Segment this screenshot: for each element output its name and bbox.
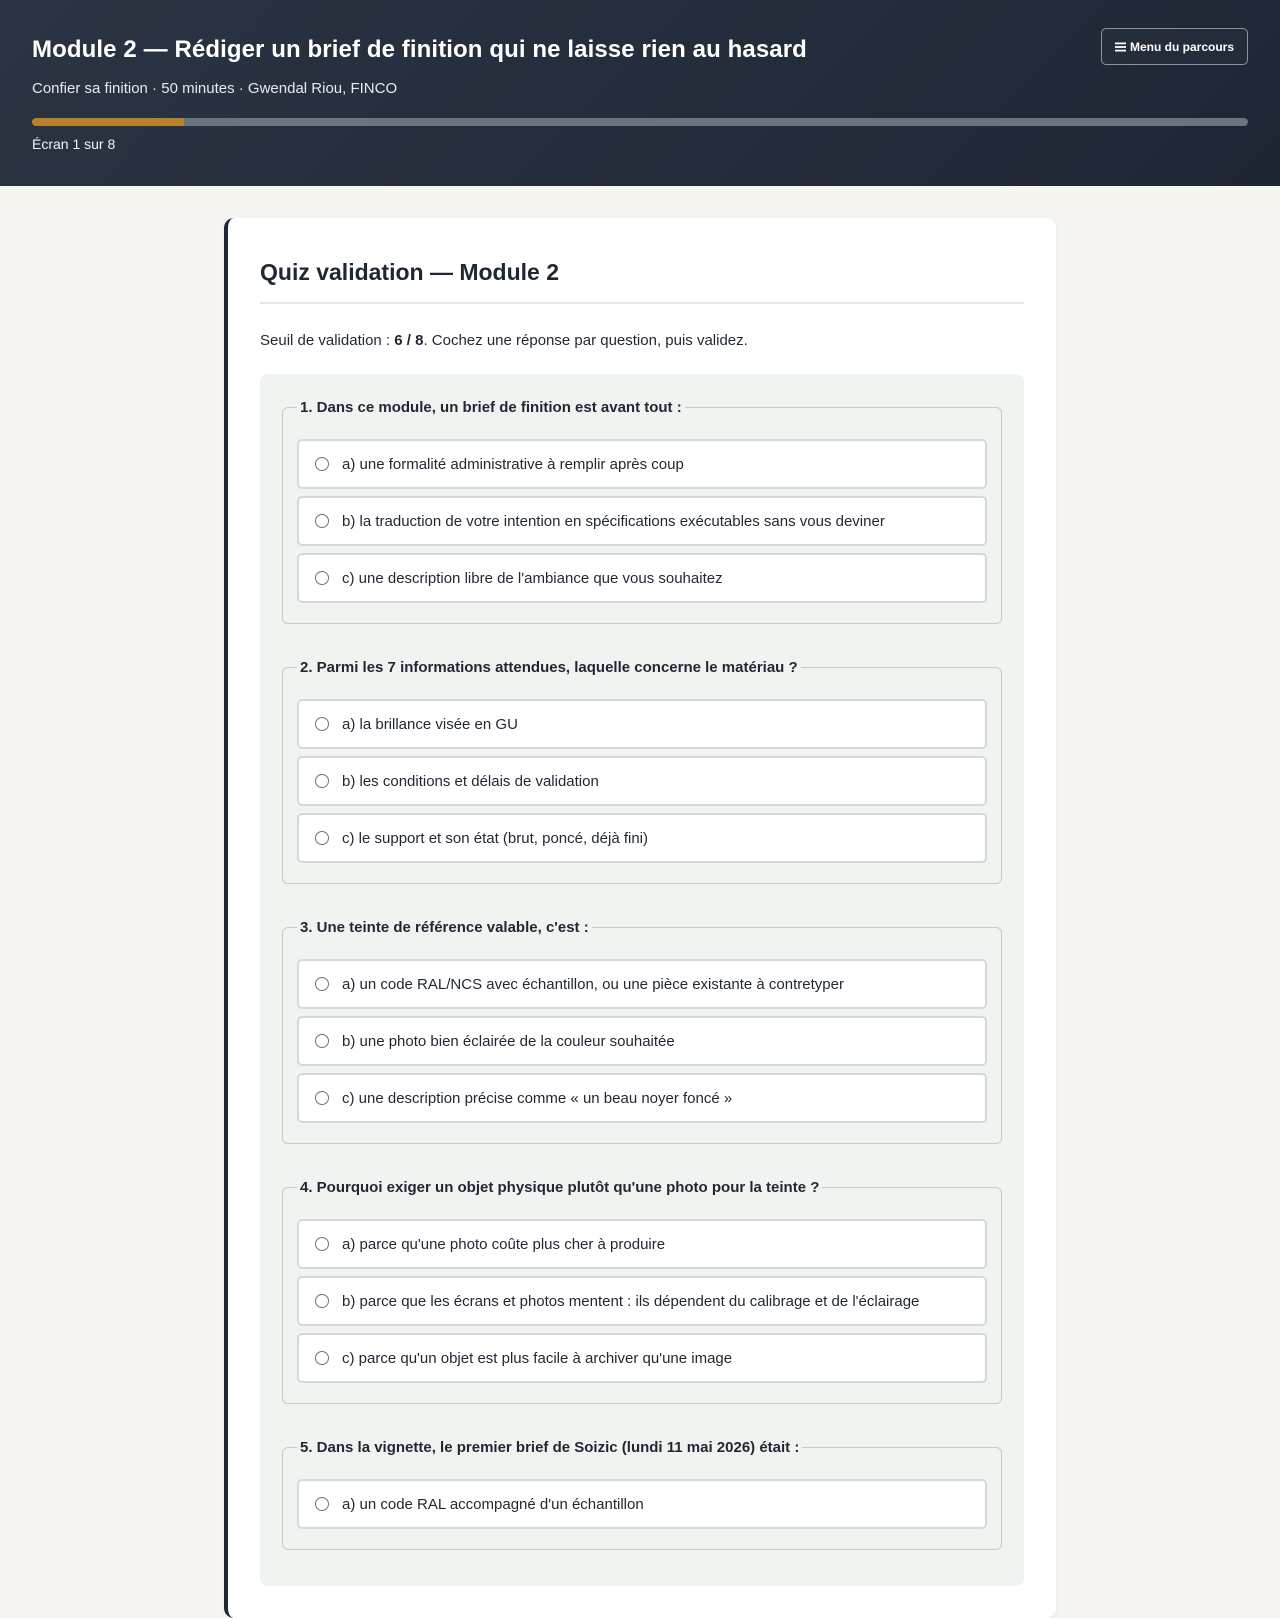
answer-option[interactable] — [297, 1333, 987, 1383]
answer-option[interactable] — [297, 496, 987, 546]
progress-bar — [32, 118, 1248, 126]
instructions-text-end: . Cochez une réponse par question, puis validez. — [423, 332, 748, 349]
answer-option[interactable] — [297, 959, 987, 1009]
question-5 — [282, 1439, 1002, 1550]
answer-option[interactable] — [297, 1016, 987, 1066]
question-1 — [282, 399, 1002, 624]
radio-button[interactable] — [315, 1294, 329, 1308]
radio-button[interactable] — [315, 1351, 329, 1365]
answer-option[interactable] — [297, 813, 987, 863]
answer-text: c) une description précise comme « un beau noyer foncé » — [342, 1089, 733, 1107]
screen-counter: Écran 1 sur 8 — [32, 136, 116, 152]
answer-text: b) la traduction de votre intention en spécifications exécutables sans vous deviner — [342, 512, 885, 530]
course-menu-label: Menu du parcours — [1129, 39, 1234, 54]
radio-button[interactable] — [315, 1237, 329, 1251]
quiz-questions — [260, 374, 1024, 1586]
progress-fill — [32, 118, 184, 126]
answer-text: b) une photo bien éclairée de la couleur souhaitée — [342, 1032, 675, 1050]
course-menu-button[interactable] — [1101, 28, 1248, 65]
module-header — [0, 0, 1280, 186]
radio-button[interactable] — [315, 1497, 329, 1511]
radio-button[interactable] — [315, 514, 329, 528]
module-subtitle: Confier sa finition · 50 minutes · Gwendal Riou, FINCO — [32, 80, 398, 97]
hamburger-icon — [1115, 42, 1126, 52]
question-text: 4. Pourquoi exiger un objet physique plutôt qu'une photo pour la teinte ? — [300, 1179, 820, 1196]
radio-button[interactable] — [315, 774, 329, 788]
answer-option[interactable] — [297, 1276, 987, 1326]
radio-button[interactable] — [315, 457, 329, 471]
answer-text: a) une formalité administrative à remplir après coup — [342, 455, 684, 473]
question-2 — [282, 659, 1002, 884]
question-text: 3. Une teinte de référence valable, c'est : — [300, 919, 589, 936]
answer-text: c) parce qu'un objet est plus facile à archiver qu'une image — [342, 1349, 733, 1367]
radio-button[interactable] — [315, 571, 329, 585]
answer-option[interactable] — [297, 1073, 987, 1123]
question-text: 5. Dans la vignette, le premier brief de Soizic (lundi 11 mai 2026) était : — [300, 1439, 800, 1456]
quiz-title: Quiz validation — Module 2 — [260, 256, 1024, 304]
validation-threshold: 6 / 8 — [394, 332, 424, 349]
radio-button[interactable] — [315, 717, 329, 731]
answer-option[interactable] — [297, 1479, 987, 1529]
radio-button[interactable] — [315, 977, 329, 991]
answer-option[interactable] — [297, 553, 987, 603]
answer-text: c) le support et son état (brut, poncé, déjà fini) — [342, 829, 648, 847]
answer-option[interactable] — [297, 1219, 987, 1269]
answer-text: a) la brillance visée en GU — [342, 715, 518, 733]
answer-option[interactable] — [297, 699, 987, 749]
radio-button[interactable] — [315, 1034, 329, 1048]
answer-option[interactable] — [297, 439, 987, 489]
answer-text: a) un code RAL accompagné d'un échantillon — [342, 1495, 644, 1513]
question-text: 1. Dans ce module, un brief de finition est avant tout : — [300, 399, 682, 416]
answer-option[interactable] — [297, 756, 987, 806]
answer-text: a) parce qu'une photo coûte plus cher à produire — [342, 1235, 666, 1253]
question-3 — [282, 919, 1002, 1144]
question-text: 2. Parmi les 7 informations attendues, laquelle concerne le matériau ? — [300, 659, 798, 676]
instructions-text-start: Seuil de validation : — [260, 332, 395, 349]
answer-text: b) les conditions et délais de validation — [342, 772, 599, 790]
answer-text: a) un code RAL/NCS avec échantillon, ou une pièce existante à contretyper — [342, 975, 844, 993]
quiz-instructions — [260, 331, 1024, 351]
question-4 — [282, 1179, 1002, 1404]
answer-text: c) une description libre de l'ambiance que vous souhaitez — [342, 569, 723, 587]
module-title: Module 2 — Rédiger un brief de finition qui ne laisse rien au hasard — [32, 36, 807, 63]
quiz-card — [224, 218, 1056, 1618]
radio-button[interactable] — [315, 1091, 329, 1105]
answer-text: b) parce que les écrans et photos mentent : ils dépendent du calibrage et de l'éclairage — [342, 1292, 920, 1310]
radio-button[interactable] — [315, 831, 329, 845]
